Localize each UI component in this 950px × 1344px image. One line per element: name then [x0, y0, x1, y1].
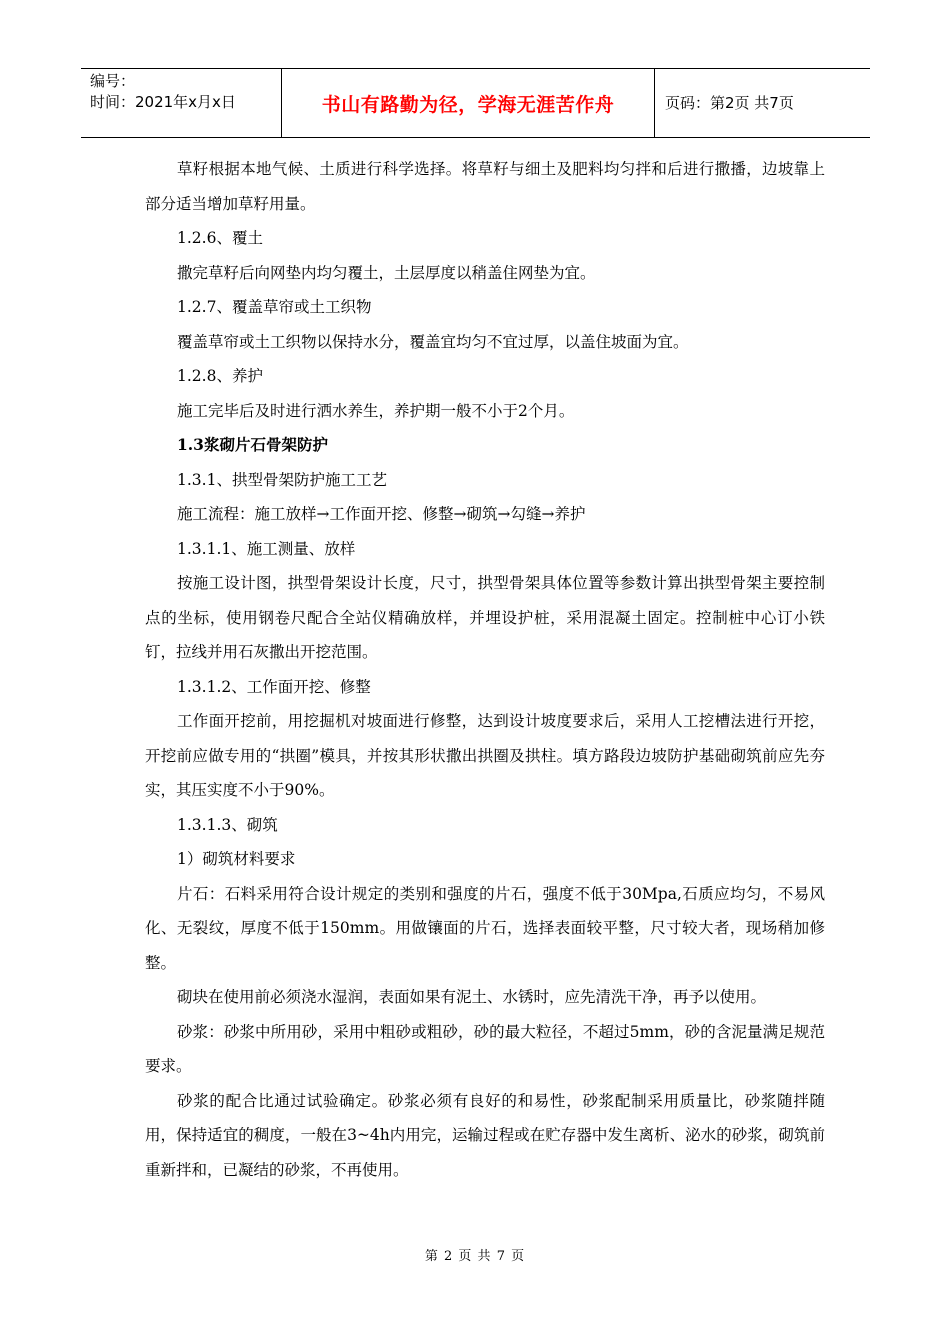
header-motto-cell [282, 69, 655, 137]
paragraph: 片石：石料采用符合设计规定的类别和强度的片石，强度不低于30Mpa,石质应均匀，不易风化、无裂纹，厚度不低于150mm。用做镶面的片石，选择表面较平整，尺寸较大者，现场稍加修整。 [145, 884, 825, 972]
page-footer [0, 1245, 950, 1264]
bold-section-heading: 1.3浆砌片石骨架防护 [177, 435, 328, 454]
section-heading: 1.3.1.3、砌筑 [177, 815, 278, 834]
paragraph: 草籽根据本地气候、土质进行科学选择。将草籽与细土及肥料均匀拌和后进行撒播，边坡靠上部分适当增加草籽用量。 [145, 160, 825, 213]
document-number-label: 编号： [90, 72, 136, 90]
paragraph: 1）砌筑材料要求 [177, 850, 296, 868]
header-info-cell [81, 69, 282, 137]
paragraph: 施工完毕后及时进行洒水养生，养护期一般不小于2个月。 [177, 401, 575, 420]
section-heading: 1.3.1.2、工作面开挖、修整 [177, 677, 371, 696]
paragraph: 按施工设计图，拱型骨架设计长度，尺寸，拱型骨架具体位置等参数计算出拱型骨架主要控制点的坐标，使用钢卷尺配合全站仪精确放样，并埋设护桩，采用混凝土固定。控制桩中心订小铁钉，拉线并用石灰撒出开挖范围。 [145, 574, 825, 661]
paragraph: 砂浆：砂浆中所用砂，采用中粗砂或粗砂，砂的最大粒径，不超过5mm，砂的含泥量满足规范要求。 [145, 1022, 825, 1075]
section-heading: 1.3.1、拱型骨架防护施工工艺 [177, 470, 387, 489]
paragraph: 砂浆的配合比通过试验确定。砂浆必须有良好的和易性，砂浆配制采用质量比，砂浆随拌随用，保持适宜的稠度，一般在3~4h内用完，运输过程或在贮存器中发生离析、泌水的砂浆，砌筑前重新拌和，已凝结的砂浆，不再使用。 [145, 1091, 825, 1179]
page-header [81, 68, 870, 138]
section-heading: 1.2.6、覆土 [177, 229, 263, 247]
header-page-cell [655, 69, 870, 137]
paragraph: 工作面开挖前，用挖掘机对坡面进行修整，达到设计坡度要求后，采用人工挖槽法进行开挖，开挖前应做专用的“拱圈”模具，并按其形状撒出拱圈及拱柱。填方路段边坡防护基础砌筑前应先夯实，其压实度不小于90%。 [145, 712, 825, 799]
section-heading: 1.3.1.1、施工测量、放样 [177, 539, 356, 558]
paragraph: 覆盖草帘或土工织物以保持水分，覆盖宜均匀不宜过厚，以盖住坡面为宜。 [177, 332, 689, 351]
footer-page-number: 第 2 页 共 7 页 [424, 1249, 526, 1264]
header-page-number: 页码：第2页 共7页 [665, 93, 794, 112]
document-body [145, 152, 825, 1187]
paragraph: 施工流程：施工放样→工作面开挖、修整→砌筑→勾缝→养护 [177, 505, 586, 523]
header-motto: 书山有路勤为径，学海无涯苦作舟 [321, 93, 615, 116]
section-heading: 1.2.7、覆盖草帘或土工织物 [177, 298, 372, 316]
document-time-label: 时间：2021年x月x日 [90, 93, 236, 111]
paragraph: 撒完草籽后向网垫内均匀覆土，土层厚度以稍盖住网垫为宜。 [177, 263, 596, 282]
section-heading: 1.2.8、养护 [177, 367, 263, 385]
paragraph: 砌块在使用前必须浇水湿润，表面如果有泥土、水锈时，应先清洗干净，再予以使用。 [177, 988, 767, 1006]
